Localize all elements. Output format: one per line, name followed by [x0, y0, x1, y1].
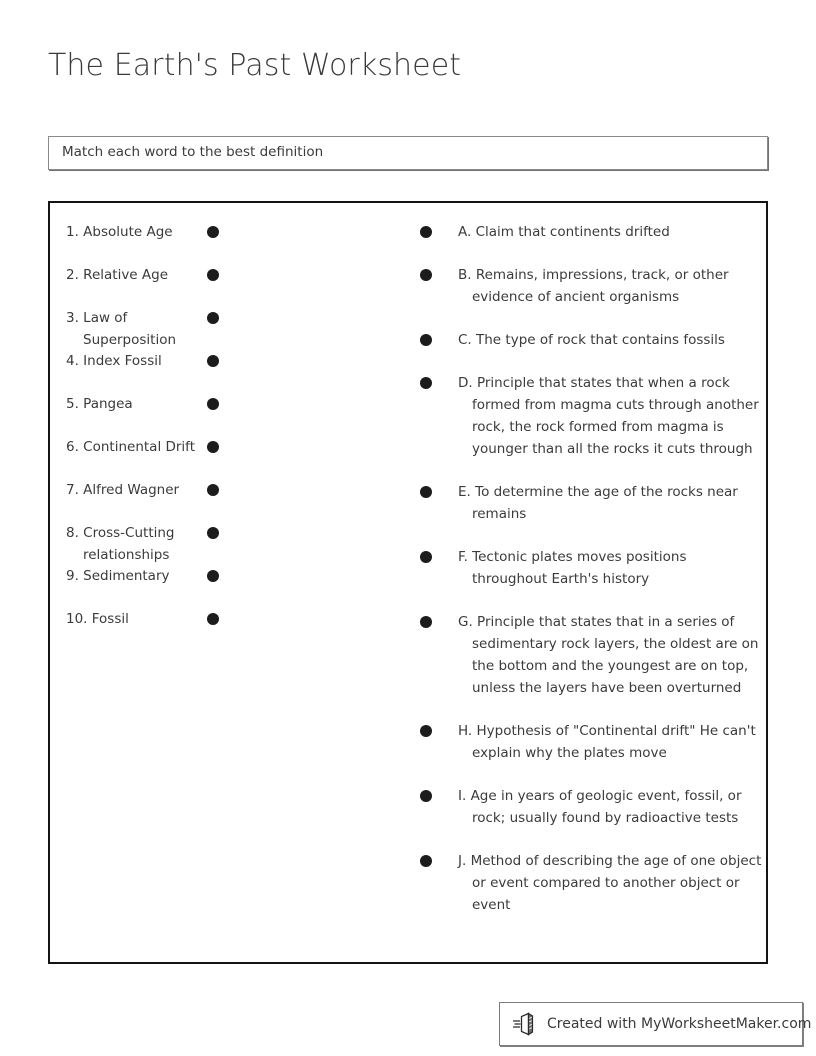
term-label: 10. Fossil [66, 611, 129, 627]
definition-row [412, 329, 764, 351]
term-match-dot[interactable] [207, 441, 219, 453]
definition-row [412, 264, 764, 308]
term-row [50, 522, 390, 565]
term-label: 5. Pangea [66, 396, 133, 412]
definition-match-dot[interactable] [420, 377, 432, 389]
definition-row [412, 546, 764, 590]
page-title: The Earth's Past Worksheet [48, 48, 462, 83]
worksheet-pages-logo-icon [512, 1011, 538, 1037]
term-match-dot[interactable] [207, 570, 219, 582]
term-label: 2. Relative Age [66, 267, 169, 283]
definition-row [412, 481, 764, 525]
term-label: 8. Cross-Cutting relationships [66, 525, 175, 563]
term-match-dot[interactable] [207, 226, 219, 238]
definition-text: G. Principle that states that in a series of sedimentary rock layers, the oldest are on the bottom and the youngest are on top, unless the layers have been overturned [458, 614, 759, 696]
definition-text: B. Remains, impressions, track, or other evidence of ancient organisms [458, 267, 729, 305]
matching-columns [50, 203, 766, 962]
definition-match-dot[interactable] [420, 855, 432, 867]
term-match-dot[interactable] [207, 312, 219, 324]
term-row [50, 264, 390, 307]
term-label: 6. Continental Drift [66, 439, 195, 455]
term-label: 3. Law of Superposition [66, 310, 177, 348]
definition-row [412, 850, 764, 916]
definition-row [412, 720, 764, 764]
created-with-badge[interactable] [499, 1002, 812, 1046]
definition-match-dot[interactable] [420, 551, 432, 563]
term-row [50, 436, 390, 479]
definition-row [412, 221, 764, 243]
matching-exercise-box [48, 201, 768, 964]
definition-text: E. To determine the age of the rocks near remains [458, 484, 738, 522]
definition-match-dot[interactable] [420, 269, 432, 281]
term-match-dot[interactable] [207, 355, 219, 367]
definition-match-dot[interactable] [420, 616, 432, 628]
term-row [50, 350, 390, 393]
term-label: 7. Alfred Wagner [66, 482, 180, 498]
term-row [50, 565, 390, 608]
definition-match-dot[interactable] [420, 334, 432, 346]
term-match-dot[interactable] [207, 484, 219, 496]
definitions-column [412, 221, 764, 937]
definition-text: D. Principle that states that when a rock formed from magma cuts through another rock, the rock formed from magma is younger than all the rocks it cuts through [458, 375, 759, 457]
definition-text: H. Hypothesis of "Continental drift" He can't explain why the plates move [458, 723, 756, 761]
term-match-dot[interactable] [207, 398, 219, 410]
definition-match-dot[interactable] [420, 790, 432, 802]
term-row [50, 393, 390, 436]
definition-match-dot[interactable] [420, 725, 432, 737]
term-row [50, 307, 390, 350]
definition-text: A. Claim that continents drifted [458, 224, 670, 240]
created-with-label: Created with MyWorksheetMaker.com [547, 1016, 812, 1032]
instructions-box [48, 136, 768, 170]
terms-column [50, 221, 390, 651]
definition-row [412, 372, 764, 460]
definition-text: F. Tectonic plates moves positions throughout Earth's history [458, 549, 687, 587]
term-label: 9. Sedimentary [66, 568, 170, 584]
definition-text: I. Age in years of geologic event, fossil, or rock; usually found by radioactive tests [458, 788, 742, 826]
term-match-dot[interactable] [207, 613, 219, 625]
definition-match-dot[interactable] [420, 486, 432, 498]
definition-row [412, 785, 764, 829]
term-row [50, 479, 390, 522]
instructions-text: Match each word to the best definition [62, 144, 324, 161]
term-match-dot[interactable] [207, 269, 219, 281]
term-match-dot[interactable] [207, 527, 219, 539]
term-row [50, 608, 390, 651]
term-label: 4. Index Fossil [66, 353, 162, 369]
definition-text: C. The type of rock that contains fossils [458, 332, 725, 348]
definition-row [412, 611, 764, 699]
definition-match-dot[interactable] [420, 226, 432, 238]
definition-text: J. Method of describing the age of one object or event compared to another object or event [458, 853, 762, 913]
term-label: 1. Absolute Age [66, 224, 173, 240]
term-row [50, 221, 390, 264]
